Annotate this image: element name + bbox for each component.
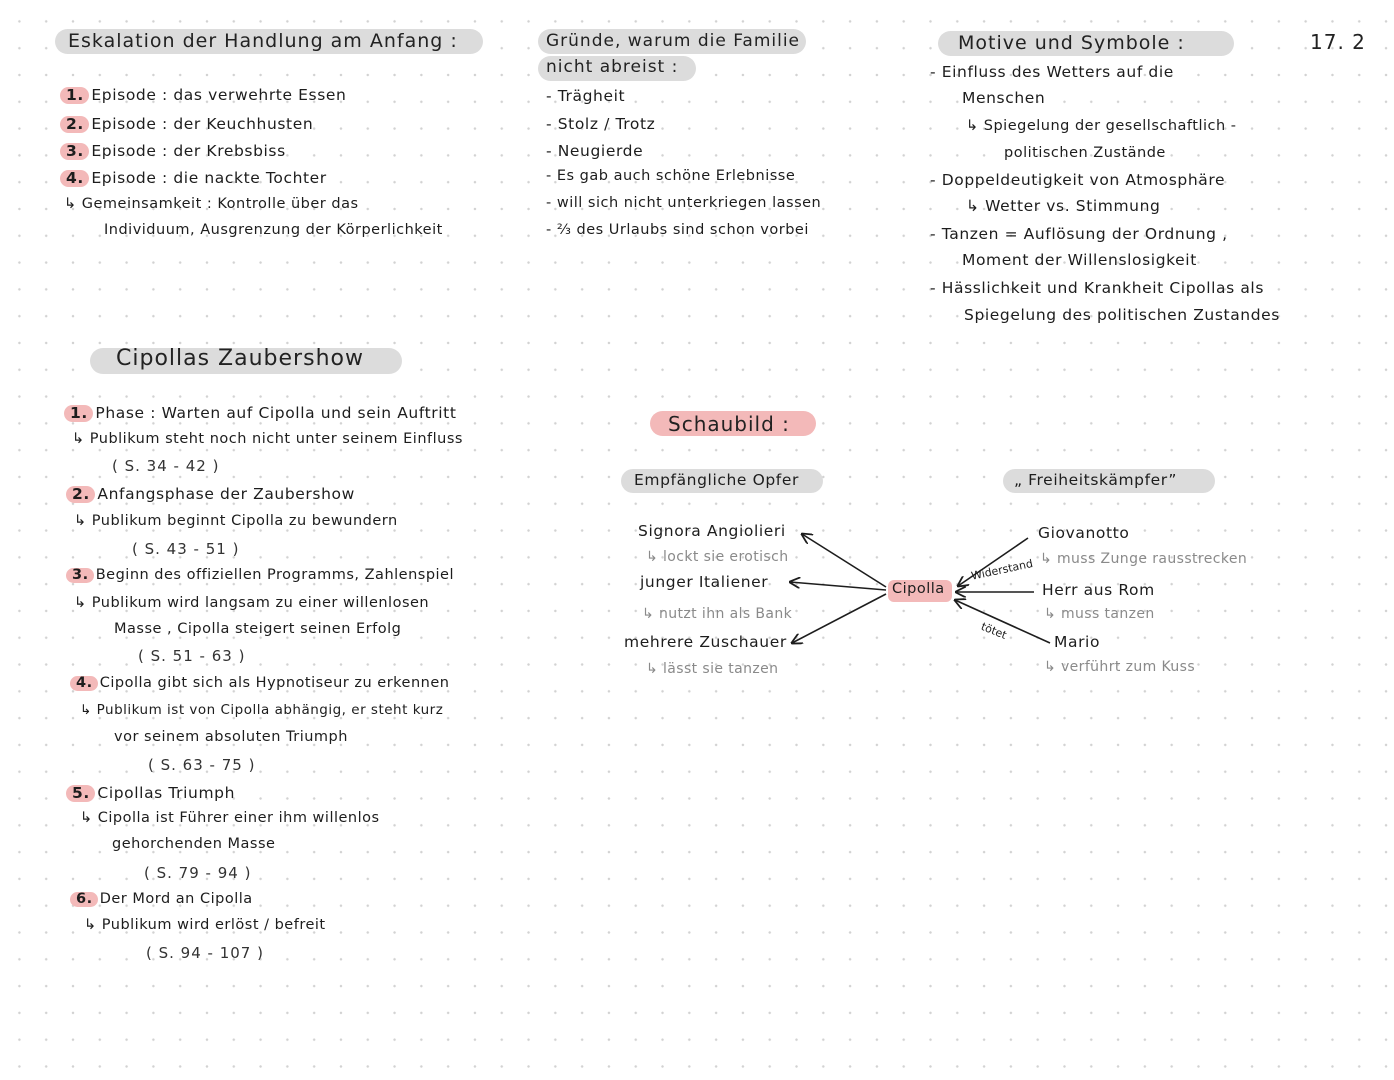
phase-pages: ( S. 43 - 51 ) [132,540,240,558]
schaubild-title: Schaubild : [668,412,790,436]
phase-title: 4. Cipolla gibt sich als Hypnotiseur zu erkennen [76,675,450,691]
phase-note: ↳ Publikum beginnt Cipolla zu bewundern [74,513,398,529]
fighter-name: Herr aus Rom [1042,581,1155,599]
motive-line: - Einfluss des Wetters auf die [930,63,1174,81]
phase-note-continued: Masse , Cipolla steigert seinen Erfolg [114,621,402,637]
phase-note: ↳ Publikum wird langsam zu einer willenlosen [74,595,430,611]
motive-line: - Tanzen = Auflösung der Ordnung , [930,225,1228,243]
phase-note-continued: vor seinem absoluten Triumph [114,729,348,745]
phase-pages: ( S. 63 - 75 ) [148,756,256,774]
victims-heading: Empfängliche Opfer [634,471,799,489]
motive-line: Moment der Willenslosigkeit [962,251,1197,269]
motive-line: Spiegelung des politischen Zustandes [964,306,1280,324]
phase-note: ↳ Publikum wird erlöst / befreit [84,917,326,933]
gruende-title-continued: nicht abreist : [546,57,679,77]
motive-line: - Hässlichkeit und Krankheit Cipollas als [930,279,1265,297]
phase-pages: ( S. 51 - 63 ) [138,647,246,665]
episode-item: 3. Episode : der Krebsbiss [66,142,286,160]
motive-line: - Doppeldeutigkeit von Atmosphäre [930,171,1226,189]
motive-line: ↳ Wetter vs. Stimmung [966,197,1161,215]
phase-note-continued: gehorchenden Masse [112,836,276,852]
phase-pages: ( S. 34 - 42 ) [112,457,220,475]
arrow-to-zuschauer [792,594,886,643]
episode-item: 1. Episode : das verwehrte Essen [66,86,347,104]
victim-name: mehrere Zuschauer [624,633,787,651]
phase-title: 3. Beginn des offiziellen Programms, Zahlenspiel [72,567,455,583]
phase-note: ↳ Publikum steht noch nicht unter seinem Einfluss [72,431,463,447]
victim-name: Signora Angiolieri [638,522,786,540]
page-number: 17. 2 [1310,30,1366,54]
phase-title: 2. Anfangsphase der Zaubershow [72,485,355,503]
phase-pages: ( S. 79 - 94 ) [144,864,252,882]
victim-note: ↳ lockt sie erotisch [646,549,789,565]
motive-title: Motive und Symbole : [958,32,1185,54]
center-node-cipolla: Cipolla [892,581,945,597]
episode-item: 4. Episode : die nackte Tochter [66,169,327,187]
motive-line: ↳ Spiegelung der gesellschaftlich - [966,118,1237,134]
reason-item: - ⅔ des Urlaubs sind schon vorbei [546,222,809,238]
common-feature: ↳ Gemeinsamkeit : Kontrolle über das [64,196,359,212]
phase-title: 6. Der Mord an Cipolla [76,891,253,907]
fighter-name: Giovanotto [1038,524,1130,542]
reason-item: - Trägheit [546,87,626,105]
fighter-note: ↳ muss Zunge rausstrecken [1040,551,1248,567]
gruende-title: Gründe, warum die Familie [546,31,801,51]
victim-note: ↳ nutzt ihn als Bank [642,606,793,622]
victim-name: junger Italiener [640,573,769,591]
reason-item: - Stolz / Trotz [546,115,656,133]
reason-item: - Es gab auch schöne Erlebnisse [546,168,796,184]
label-widerstand: Widerstand [970,556,1035,583]
fighter-note: ↳ muss tanzen [1044,606,1155,622]
phase-note: ↳ Cipolla ist Führer einer ihm willenlos [80,810,380,826]
arrow-to-signora [802,534,886,587]
victim-note: ↳ lässt sie tanzen [646,661,779,677]
label-toetet: tötet [979,620,1009,642]
phase-pages: ( S. 94 - 107 ) [146,944,264,962]
phase-title: 1. Phase : Warten auf Cipolla und sein Auftritt [70,404,457,422]
motive-line: politischen Zustände [1004,145,1166,161]
episode-item: 2. Episode : der Keuchhusten [66,115,314,133]
motive-line: Menschen [962,89,1046,107]
reason-item: - will sich nicht unterkriegen lassen [546,195,822,211]
zaubershow-title: Cipollas Zaubershow [116,346,364,371]
fighter-note: ↳ verführt zum Kuss [1044,659,1196,675]
phase-title: 5. Cipollas Triumph [72,784,236,802]
fighters-heading: „ Freiheitskämpfer” [1014,471,1178,489]
reason-item: - Neugierde [546,142,644,160]
arrow-to-italiener [790,582,886,590]
common-feature-continued: Individuum, Ausgrenzung der Körperlichkeit [104,222,443,238]
fighter-name: Mario [1054,633,1101,651]
phase-note: ↳ Publikum ist von Cipolla abhängig, er steht kurz [80,702,444,718]
eskalation-title: Eskalation der Handlung am Anfang : [68,30,458,52]
